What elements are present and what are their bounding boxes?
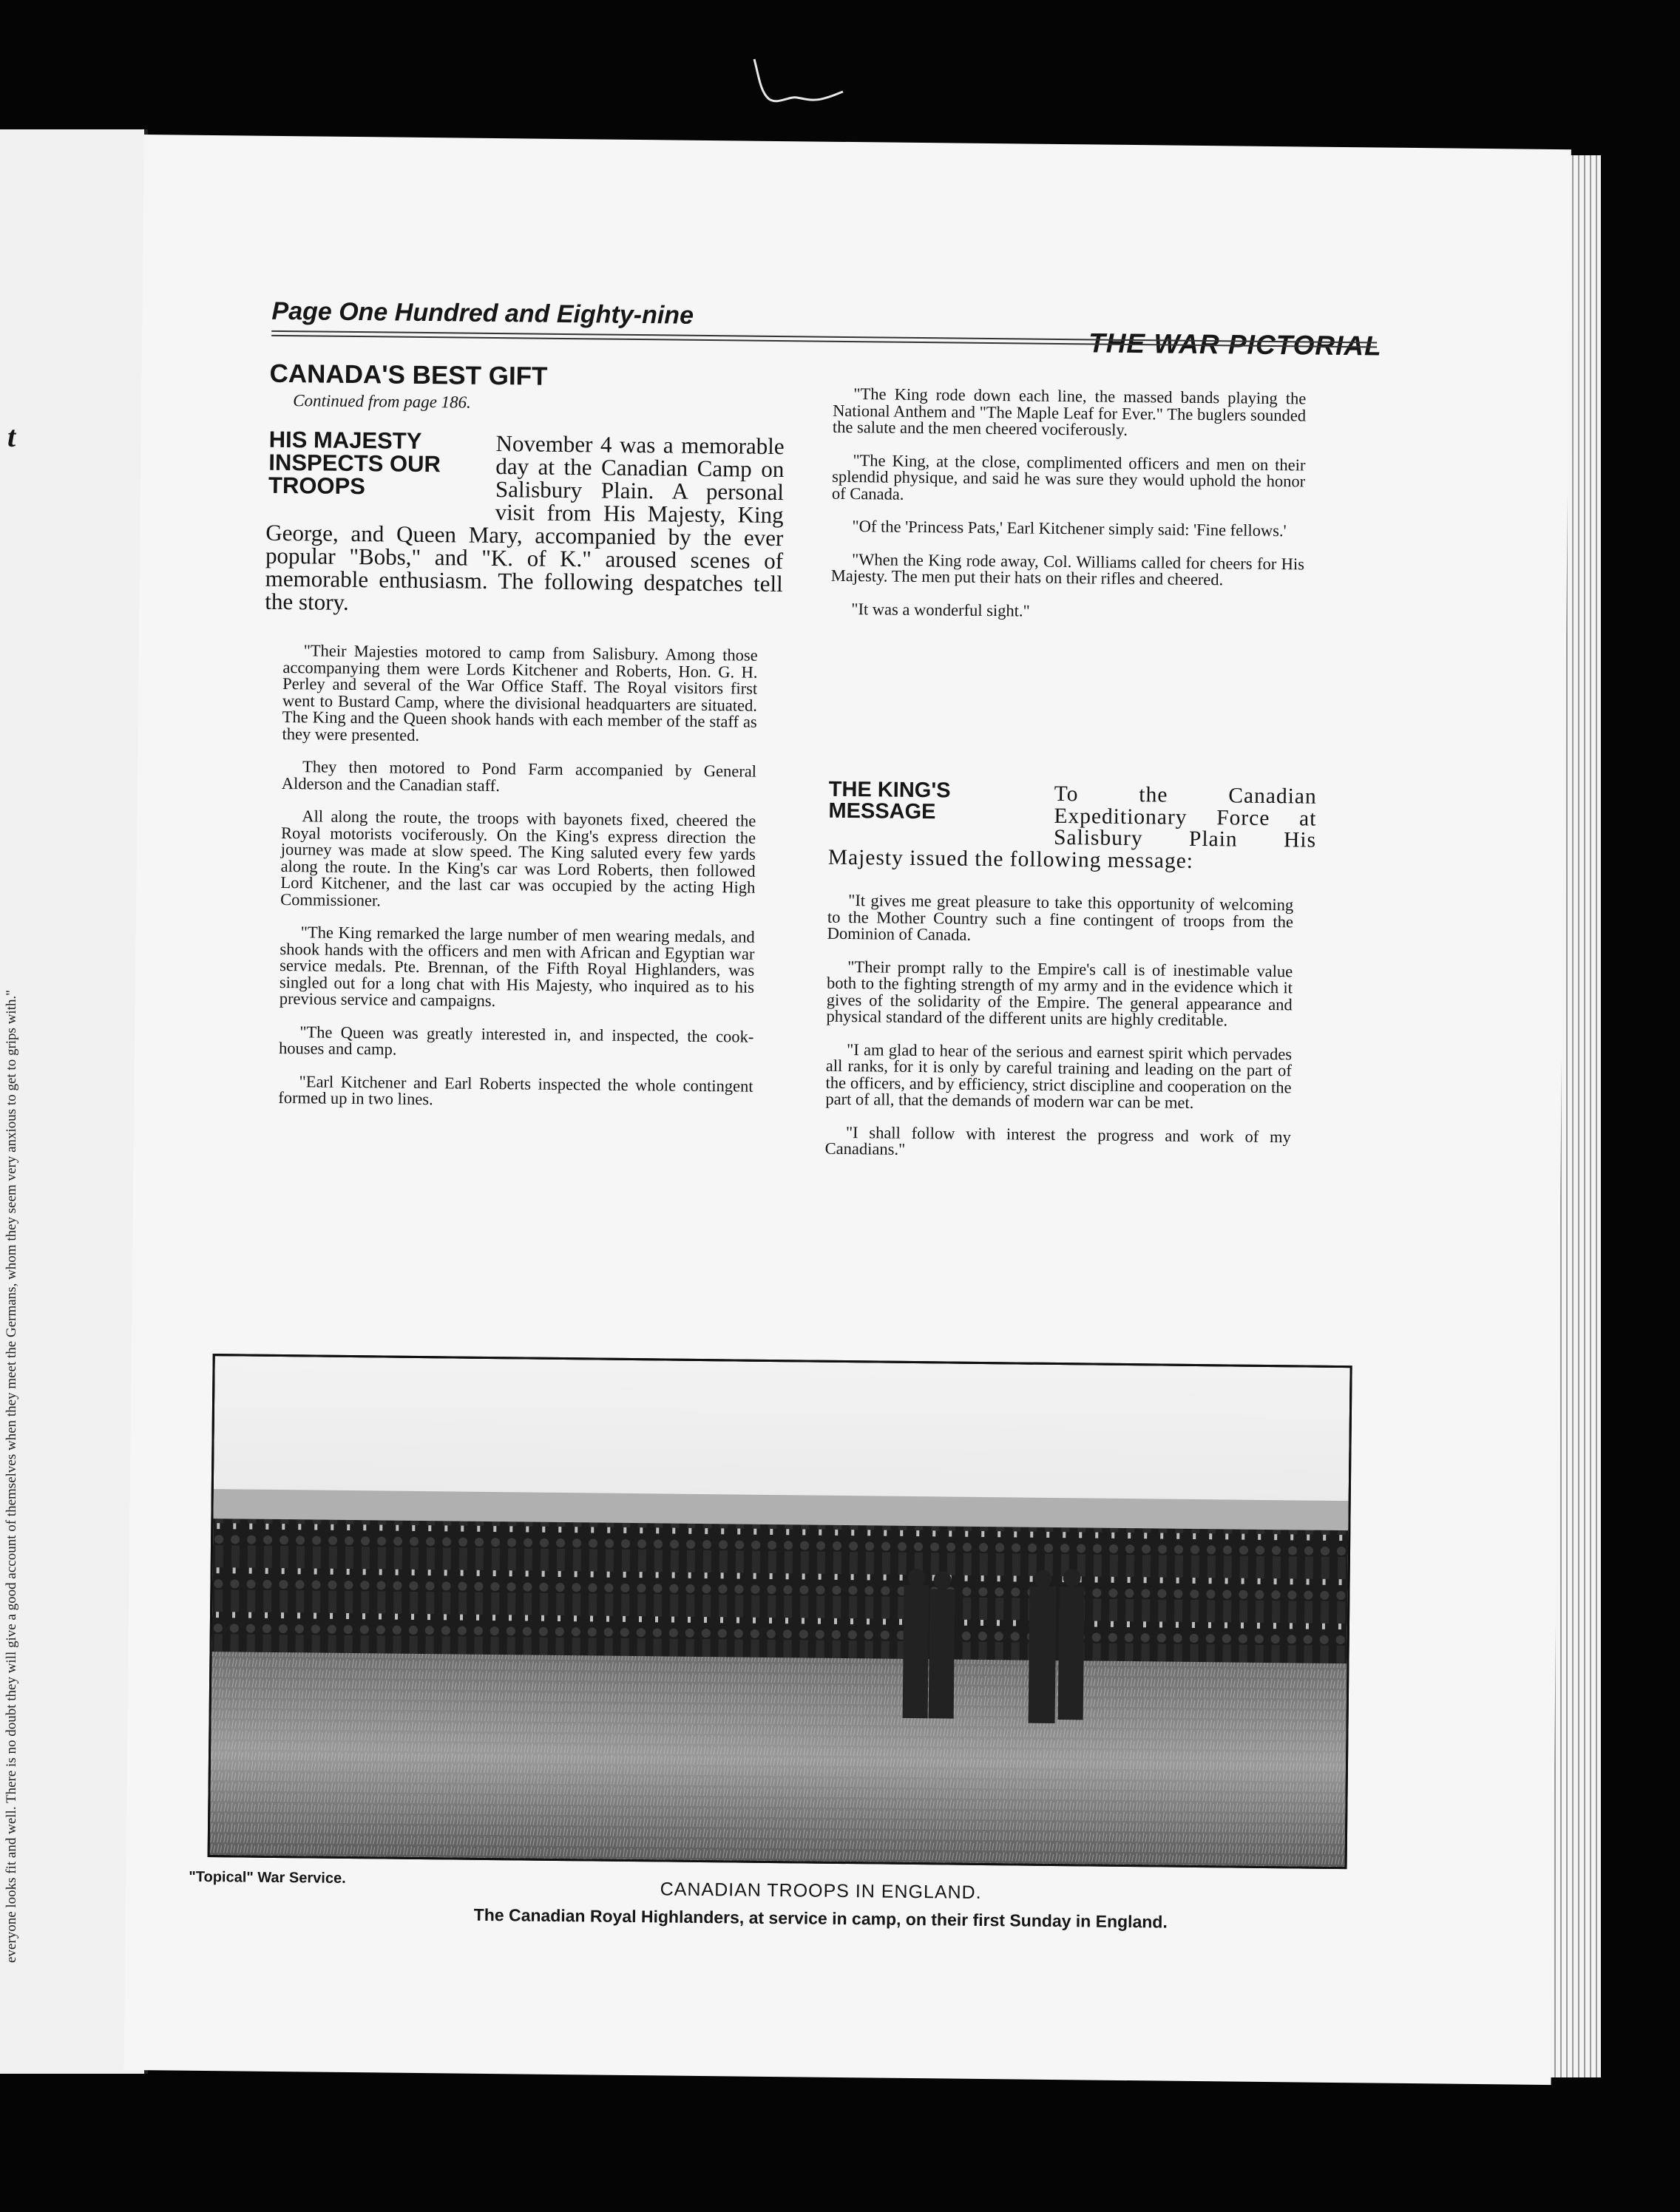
paragraph: "Earl Kitchener and Earl Roberts inspected the whole contingent formed up in two lines.	[278, 1071, 753, 1109]
continued-note: Continued from page 186.	[293, 391, 472, 412]
paragraph: They then motored to Pond Farm accompanied by General Alderson and the Canadian staff.	[281, 757, 757, 795]
paragraph: "The King, at the close, complimented officers and men on their splendid physique, and said he was sure they would uphold the honor of Canada.	[831, 450, 1306, 503]
paragraph: "When the King rode away, Col. Williams called for cheers for His Majesty. The men put their hats on their rifles and cheered.	[830, 549, 1305, 589]
paragraph: "I shall follow with interest the progress and work of my Canadians."	[824, 1122, 1292, 1158]
paragraph: "The King remarked the large number of men wearing medals, and shook hands with the officers and men with African and Egyptian war service medals. Pte. Brennan, of the Fifth Royal Highlanders, was singled out for a long chat with His Majesty, who inquired as to his previous service and campaigns.	[279, 923, 755, 1011]
paragraph: "The King rode down each line, the massed bands playing the National Anthem and "The Maple Leaf for Ever." The buglers sounded the salute and the men cheered vociferously.	[832, 384, 1307, 439]
photo-caption: The Canadian Royal Highlanders, at service in camp, on their first Sunday in England.	[473, 1904, 1168, 1932]
paragraph: "Their prompt rally to the Empire's call is of inestimable value both to the fighting strength of my army and in the evidence which it gives of the solidarity of the Empire. The general appearance and physical standard of the different units are highly creditable.	[826, 957, 1293, 1030]
kings-message-heading: THE KING'S MESSAGE	[828, 777, 951, 824]
magazine-page	[124, 135, 1571, 2085]
kings-message-lead	[827, 777, 1317, 874]
left-page-margin-text: everyone looks fit and well. There is no doubt they will give a good account of themselves when they meet the Germans, whom they seem very anxious to get to grips with."	[4, 990, 19, 1963]
pencil-mark	[745, 53, 849, 120]
article-lead	[265, 426, 785, 618]
article-lead-text: November 4 was a memorable day at the Canadian Camp on Salisbury Plain. A personal visit from His Majesty, King George, and Queen Mary, accompanied by the ever popular "Bobs," and "K. of K." aroused scenes of memorable enthusiasm. The following despatches tell the story.	[265, 430, 785, 615]
left-page-fragment: t	[7, 420, 16, 453]
paragraph: "Their Majesties motored to camp from Salisbury. Among those accompanying them were Lords Kitchener and Roberts, Hon. G. H. Perley and several of the War Office Staff. The Royal visitors first went to Bustard Camp, where the divisional headquarters are situated. The King and the Queen shook hands with each member of the staff as they were presented.	[282, 641, 758, 744]
paragraph: "I am glad to hear of the serious and earnest spirit which pervades all ranks, for it is only by careful training and leading on the part of the officers, and by efficiency, strict discipline and cooperation on the part of all, that the demands of modern war can be met.	[825, 1039, 1293, 1112]
paragraph: "It gives me great pleasure to take this opportunity of welcoming to the Mother Country such a fine contingent of troops from the Dominion of Canada.	[827, 891, 1294, 944]
photo-credit: "Topical" War Service.	[189, 1868, 346, 1887]
article-column-right	[830, 386, 1306, 639]
photo-caption-title: CANADIAN TROOPS IN ENGLAND.	[660, 1879, 982, 1903]
paragraph: "The Queen was greatly interested in, and inspected, the cook-houses and camp.	[278, 1022, 754, 1059]
page-number: Page One Hundred and Eighty-nine	[271, 296, 694, 330]
kings-message-body	[824, 892, 1293, 1178]
article-headline: CANADA'S BEST GIFT	[269, 359, 548, 391]
kings-message-lead-text: To the Canadian Expeditionary Force at Salisbury Plain His Majesty issued the following message:	[827, 781, 1317, 873]
article-column-left	[278, 642, 758, 1127]
paragraph: "It was a wonderful sight."	[851, 599, 1030, 620]
masthead: THE WAR PICTORIAL	[1088, 328, 1382, 362]
paragraph: All along the route, the troops with bayonets fixed, cheered the Royal motorists vociferously. On the King's express direction the journey was made at slow speed. The King saluted every few yards along the route. In the King's car was Lord Roberts, then followed Lord Kitchener, and the last car was occupied by the acting High Commissioner.	[280, 807, 756, 909]
troops-photograph	[208, 1354, 1352, 1869]
paragraph: "Of the 'Princess Pats,' Earl Kitchener simply said: 'Fine fellows.'	[852, 517, 1287, 540]
left-page	[0, 129, 148, 2074]
article-subhead: HIS MAJESTY INSPECTS OUR TROOPS	[268, 426, 441, 500]
